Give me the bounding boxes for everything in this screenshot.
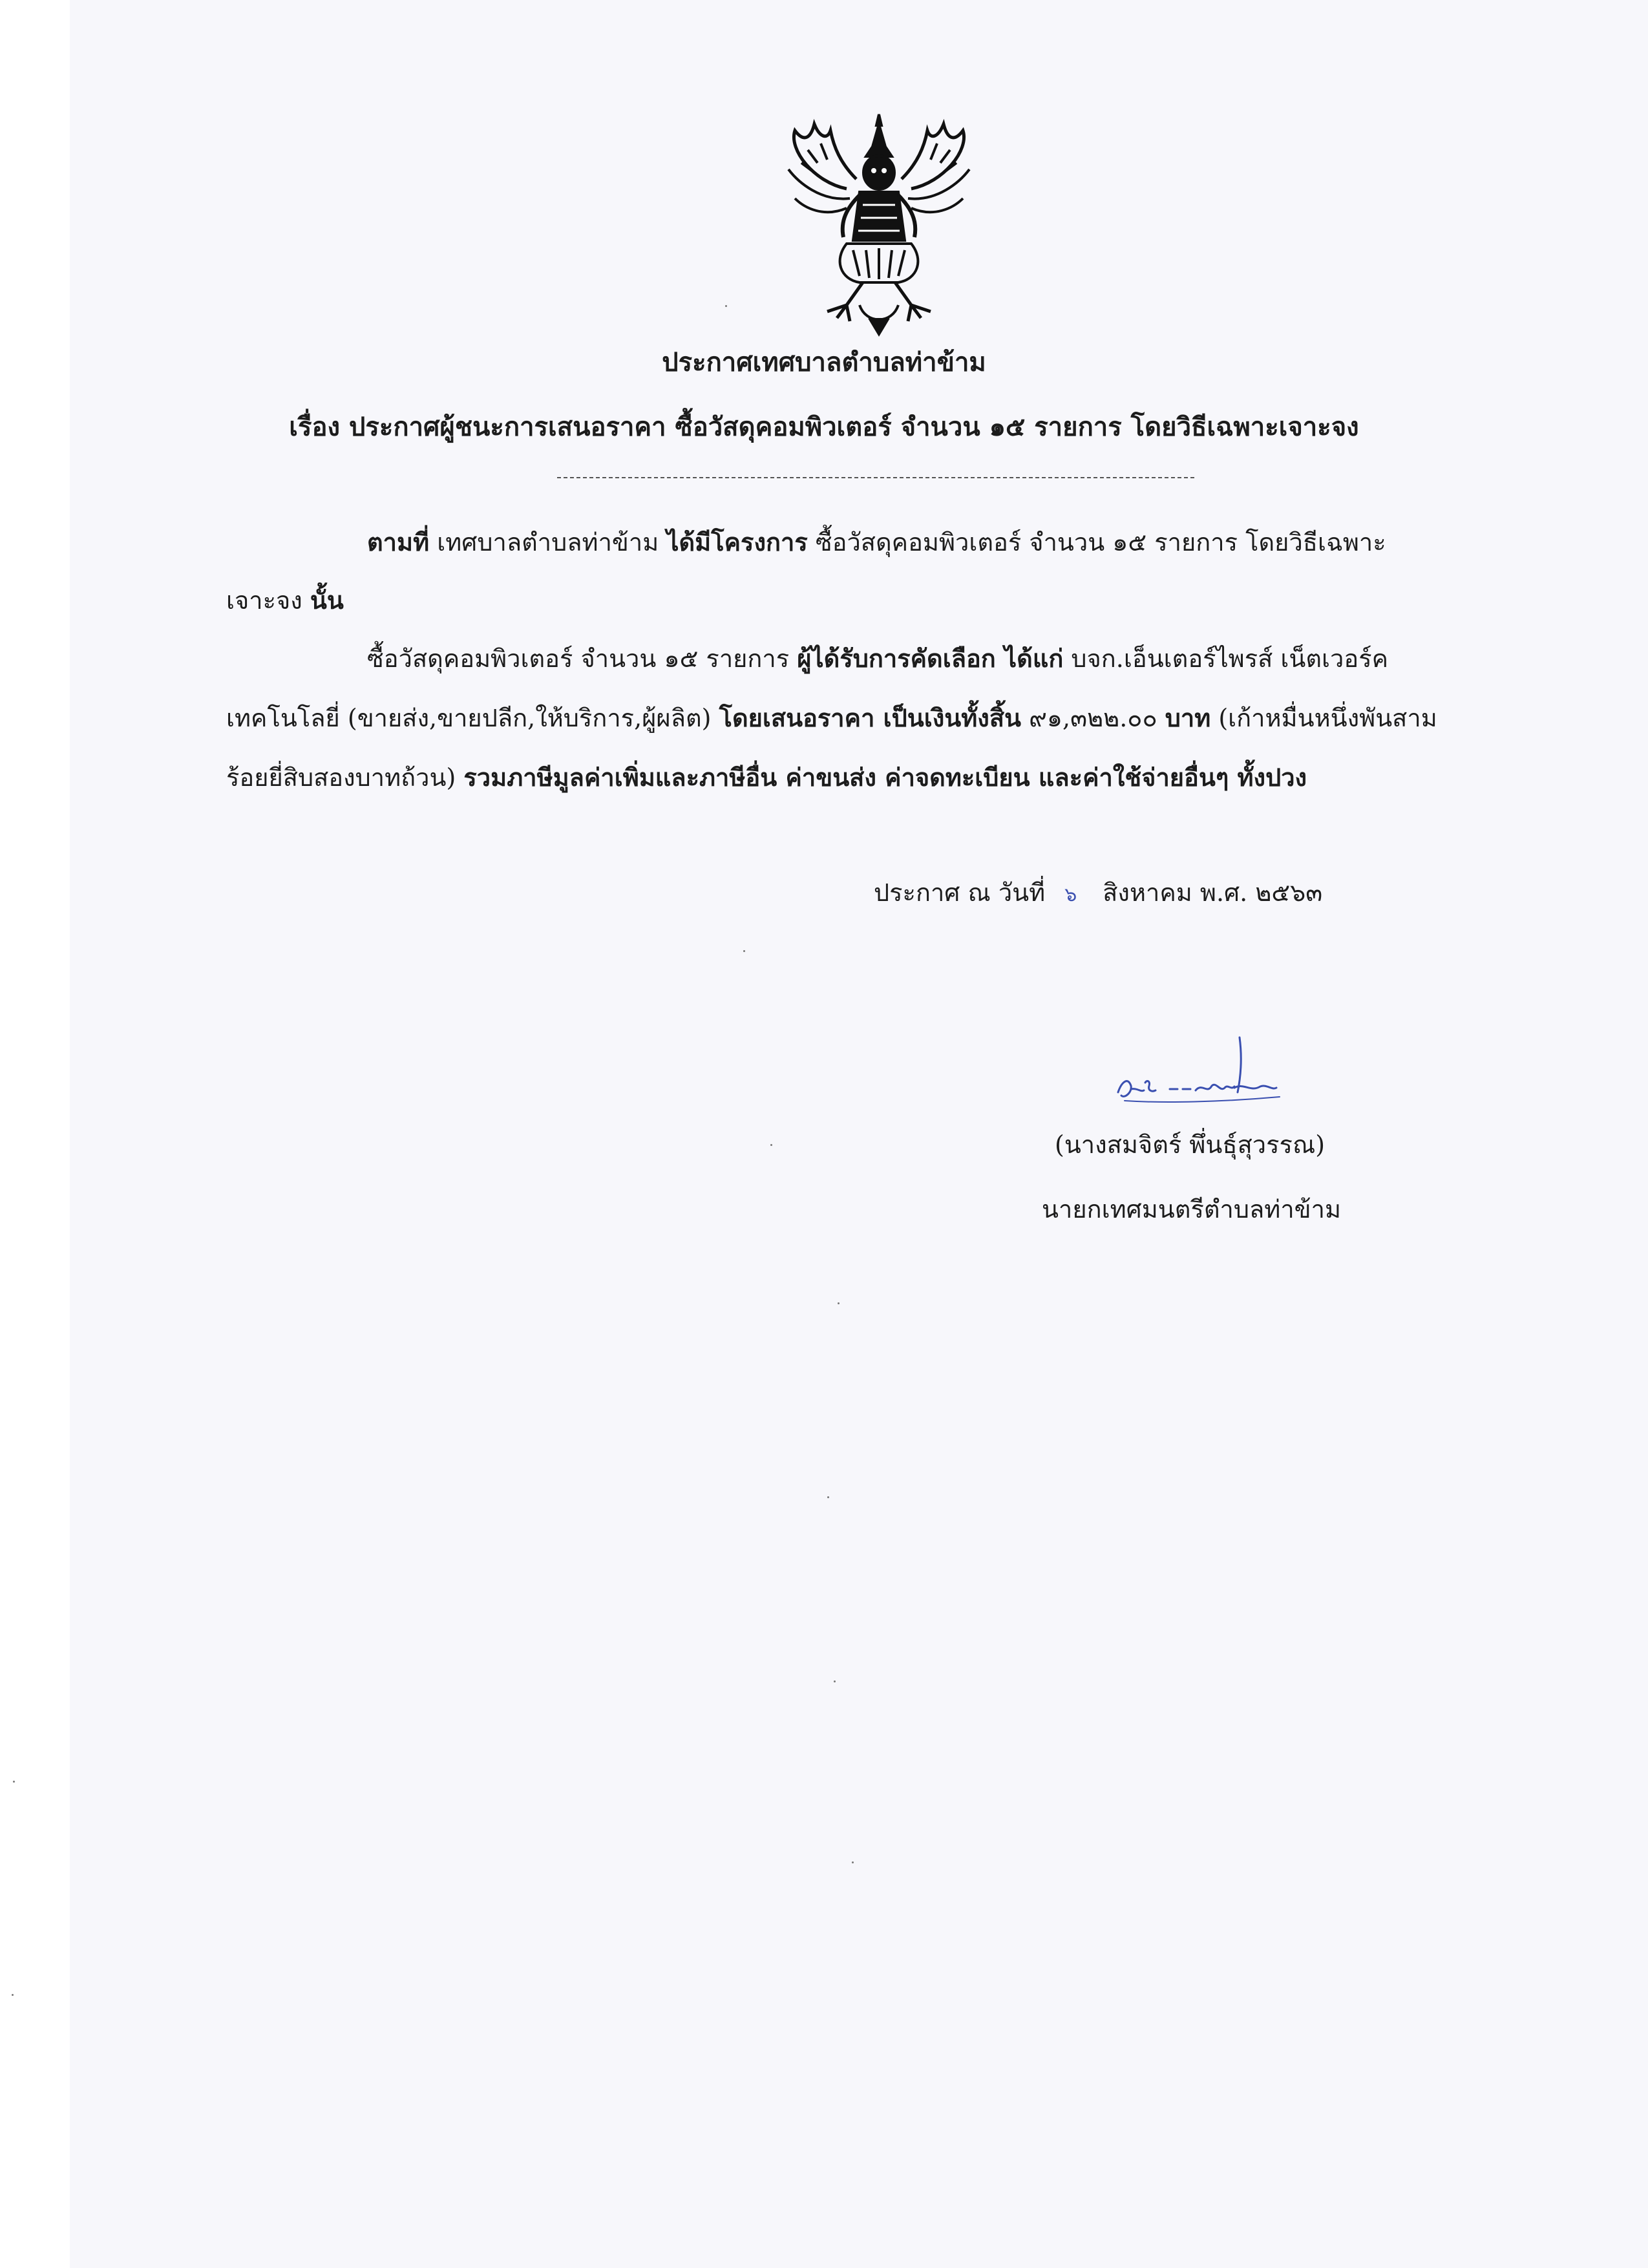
paragraph-1-text-a: เทศบาลตำบลท่าข้าม xyxy=(429,528,667,556)
scan-speck xyxy=(725,305,727,307)
announcement-date xyxy=(874,873,1322,912)
scan-speck xyxy=(834,1680,836,1682)
paragraph-2-line1-a: ซื้อวัสดุคอมพิวเตอร์ จำนวน ๑๕ รายการ xyxy=(367,644,798,673)
date-month-year: สิงหาคม พ.ศ. ๒๕๖๓ xyxy=(1103,878,1323,907)
paragraph-2-line3-b: รวมภาษีมูลค่าเพิ่มและภาษีอื่น ค่าขนส่ง ค่าจดทะเบียน และค่าใช้จ่ายอื่นๆ ทั้งปวง xyxy=(463,763,1307,792)
page-title: ประกาศเทศบาลตำบลท่าข้าม xyxy=(662,347,986,377)
scan-speck xyxy=(838,1302,840,1304)
scan-speck xyxy=(852,1861,854,1863)
scan-speck xyxy=(770,1144,772,1146)
paragraph-1-continuation-a: เจาะจง xyxy=(226,586,310,615)
paragraph-1-continuation-b: นั้น xyxy=(310,586,344,615)
paragraph-2-line2-b: โดยเสนอราคา เป็นเงินทั้งสิ้น xyxy=(719,703,1022,732)
scan-speck xyxy=(743,950,745,952)
dashed-separator xyxy=(557,477,1194,478)
paragraph-1-bold-b: ได้มีโครงการ xyxy=(666,527,808,556)
signature-icon xyxy=(1105,1031,1299,1128)
signer-title: นายกเทศมนตรีตำบลท่าข้าม xyxy=(1042,1195,1342,1224)
paragraph-1-text-c: ซื้อวัสดุคอมพิวเตอร์ จำนวน ๑๕ รายการ โดยวิธีเฉพาะ xyxy=(807,528,1386,556)
paragraph-2-line2-c: ๙๑,๓๒๒.๐๐ xyxy=(1021,704,1165,732)
paragraph-2-line3-a: ร้อยยี่สิบสองบาทถ้วน) xyxy=(226,763,464,792)
scan-speck xyxy=(13,1781,15,1783)
paragraph-1-line-1 xyxy=(226,522,1386,562)
paragraph-2-line1-c: บจก.เอ็นเตอร์ไพรส์ เน็ตเวอร์ค xyxy=(1063,644,1389,673)
scan-speck xyxy=(12,1994,14,1996)
paragraph-2-line-1 xyxy=(367,639,1388,678)
subject-line xyxy=(0,406,1648,447)
subject-label: เรื่อง xyxy=(289,412,340,442)
paragraph-2-line2-a: เทคโนโลยี่ (ขายส่ง,ขายปลีก,ให้บริการ,ผู้ผลิต) xyxy=(226,704,719,732)
paragraph-1-line-2 xyxy=(226,580,344,620)
date-prefix: ประกาศ ณ วันที่ xyxy=(874,878,1046,907)
scan-margin xyxy=(0,0,70,2268)
subject-text: ประกาศผู้ชนะการเสนอราคา ซื้อวัสดุคอมพิวเตอร์ จำนวน ๑๕ รายการ โดยวิธีเฉพาะเจาะจง xyxy=(349,412,1359,442)
date-day-handwritten: ๖ xyxy=(1064,884,1077,906)
garuda-emblem-icon xyxy=(769,111,989,344)
paragraph-2-line-3 xyxy=(226,758,1307,797)
paragraph-1-lead: ตามที่ xyxy=(367,527,430,556)
scan-speck xyxy=(827,1496,829,1498)
signer-name: (นางสมจิตร์ พึ่นธุ์สุวรรณ) xyxy=(1055,1130,1326,1159)
paragraph-2-line2-d: บาท xyxy=(1165,703,1211,732)
paragraph-2-line2-e: (เก้าหมื่นหนึ่งพันสาม xyxy=(1210,704,1437,732)
paragraph-2-line1-b: ผู้ได้รับการคัดเลือก ได้แก่ xyxy=(797,644,1064,673)
paragraph-2-line-2 xyxy=(226,698,1437,737)
